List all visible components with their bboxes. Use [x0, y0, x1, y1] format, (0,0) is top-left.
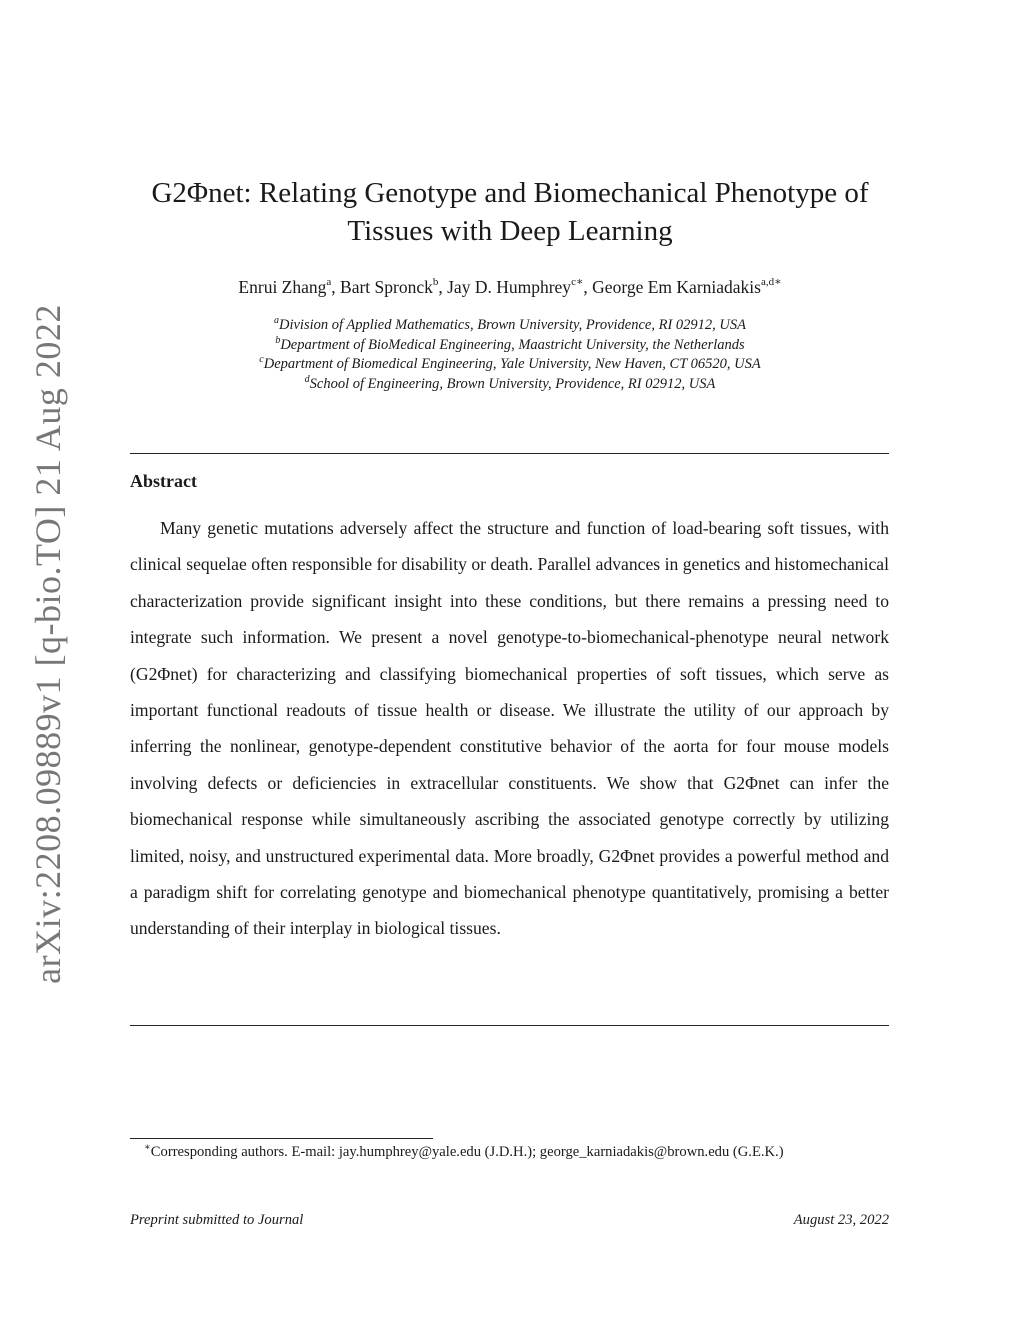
abstract-heading: Abstract: [130, 471, 197, 491]
author-affiliation-marker: c∗: [571, 276, 584, 289]
author-name: Bart Spronck: [340, 277, 433, 297]
affiliation-line: [130, 336, 890, 356]
affiliation-text: Division of Applied Mathematics, Brown University, Providence, RI 02912, USA: [278, 317, 746, 333]
author-separator: ,: [331, 277, 341, 297]
paper-title: [130, 174, 890, 250]
author-separator: ,: [438, 277, 448, 297]
affiliation-list: [130, 316, 890, 394]
author-separator: ,: [583, 277, 593, 297]
affiliation-marker: d: [304, 373, 310, 385]
arxiv-identifier-text: arXiv:2208.09889v1 [q-bio.TO] 21 Aug 2022: [28, 304, 68, 984]
author-list: [130, 275, 890, 299]
footnote-marker: ∗: [144, 1142, 151, 1154]
affiliation-text: School of Engineering, Brown University, Providence, RI 02912, USA: [309, 375, 716, 392]
arxiv-identifier-stamp: [0, 0, 70, 1325]
author-name: Jay D. Humphrey: [447, 277, 572, 297]
footer-date: August 23, 2022: [793, 1212, 889, 1228]
corresponding-author-footnote: [130, 1142, 889, 1163]
abstract-top-rule: [130, 453, 889, 454]
author-affiliation-marker: a,d∗: [760, 276, 782, 289]
abstract-body: Many genetic mutations adversely affect the structure and function of load-bearing soft tissues, with clinical sequelae often responsible for disability or death. Parallel advances in genetics and histomechanical characterization provide significant insight into these conditions, but there remains a pressing need to integrate such information. We present a novel genotype-to-biomechanical-phenotype neural network (G2Φnet) for characterizing and classifying biomechanical properties of soft tissues, which serve as important functional readouts of tissue health or disease. We illustrate the utility of our approach by inferring the nonlinear, genotype-dependent constitutive behavior of the aorta for four mouse models involving defects or deficiencies in extracellular constituents. We show that G2Φnet can infer the biomechanical response while simultaneously ascribing the associated genotype correctly by utilizing limited, noisy, and unstructured experimental data. More broadly, G2Φnet provides a powerful method and a paradigm shift for correlating genotype and biomechanical phenotype quantitatively, promising a better understanding of their interplay in biological tissues.: [130, 518, 889, 939]
author-affiliation-marker: b: [432, 276, 439, 289]
abstract-bottom-rule: [130, 1025, 889, 1026]
footnote-text: Corresponding authors. E-mail: jay.humphrey@yale.edu (J.D.H.); george_karniadakis@brown.edu (G.E.K.): [150, 1144, 784, 1160]
affiliation-line: [130, 316, 890, 336]
affiliation-text: Department of Biomedical Engineering, Yale University, New Haven, CT 06520, USA: [263, 356, 761, 372]
author-name: George Em Karniadakis: [592, 277, 761, 297]
affiliation-line: [130, 375, 890, 395]
title-line-1: G2Φnet: Relating Genotype and Biomechanical Phenotype of: [151, 177, 869, 209]
footnote-rule: [130, 1138, 433, 1139]
footer-preprint-note: Preprint submitted to Journal: [130, 1212, 304, 1228]
author-affiliation-marker: a: [326, 276, 332, 289]
author-name: Enrui Zhang: [238, 277, 327, 297]
affiliation-text: Department of BioMedical Engineering, Maastricht University, the Netherlands: [280, 336, 745, 353]
affiliation-marker: a: [273, 315, 279, 327]
title-line-2: Tissues with Deep Learning: [347, 215, 673, 247]
affiliation-marker: b: [275, 334, 281, 346]
affiliation-marker: c: [259, 354, 264, 366]
affiliation-line: [130, 355, 890, 375]
